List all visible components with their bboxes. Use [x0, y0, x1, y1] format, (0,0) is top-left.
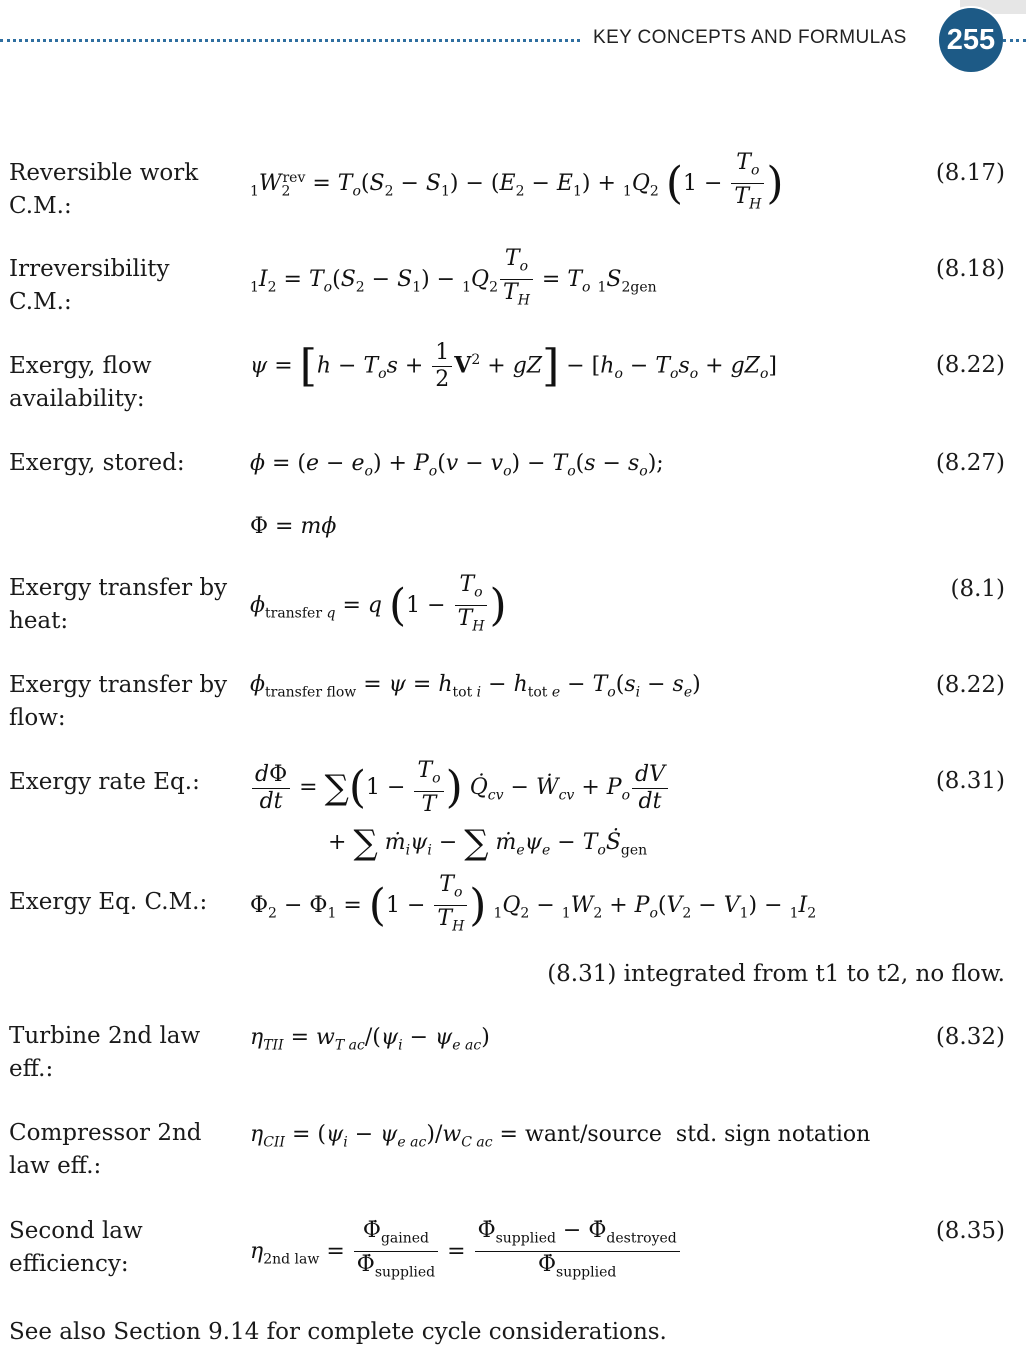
running-header-title: KEY CONCEPTS AND FORMULAS: [593, 27, 907, 48]
label-exergy-transfer-heat: Exergy transfer by heat:: [9, 575, 228, 634]
label-irreversibility: Irreversibility C.M.:: [9, 256, 170, 315]
formula-turbine-eff: $\eta_{TII} = w_{T ac}/(\psi_i - \psi_{e ac})$: [250, 1025, 490, 1054]
label-exergy-rate-eq: Exergy rate Eq.:: [9, 769, 200, 795]
formula-exergy-rate-line1: $\frac{d\Phi}{dt}$ = ∑(1 − $\frac{T_o}{T}$ ) $Q̇_{cv}$ − Ẇ$_{cv}$ + $P_o$ $\frac{dV}{dt}$: [250, 758, 670, 818]
eq-number: (8.18): [935, 256, 1005, 282]
integration-note: (8.31) integrated from t1 to t2, no flow.: [547, 961, 1005, 987]
label-exergy-transfer-flow: Exergy transfer by flow:: [9, 672, 228, 731]
formula-compressor-eff: $\eta_{CII} = (\psi_i - \psi_{e ac})/w_{C ac}$ = want/source std. sign notation: [250, 1122, 871, 1151]
label-turbine-eff: Turbine 2nd law eff.:: [9, 1023, 201, 1082]
label-exergy-eq-cm: Exergy Eq. C.M.:: [9, 889, 208, 915]
formula-total-exergy: Φ = mϕ: [250, 514, 337, 539]
formula-exergy-transfer-flow: $\phi_{transfer flow} = \psi = h_{tot i} - h_{tot e} - T_o(s_i - s_e)$: [250, 672, 701, 701]
eq-number: (8.1): [950, 576, 1005, 602]
eq-number: (8.32): [935, 1024, 1005, 1050]
formula-exergy-transfer-heat: $\phi_{transfer q} = q$ (1 − $\frac{T_o}{T_H}$ ): [250, 572, 507, 635]
eq-number: (8.22): [935, 672, 1005, 698]
header-dotted-rule: [0, 39, 580, 42]
footer-note: See also Section 9.14 for complete cycle considerations.: [9, 1319, 667, 1345]
header-dotted-rule-right: [1003, 39, 1026, 42]
label-exergy-stored: Exergy, stored:: [9, 450, 185, 476]
page-number-badge: 255: [939, 8, 1003, 72]
eq-number: (8.31): [935, 768, 1005, 794]
formula-exergy-eq-cm: $\Phi_2 - \Phi_1 = (1$ − $\frac{T_o}{T_H}$ ) $_1Q_2 - _1W_2 + P_o(V_2 - V_1) - _1I_2$: [250, 872, 817, 935]
label-compressor-eff: Compressor 2nd law eff.:: [9, 1120, 202, 1179]
eq-number: (8.17): [935, 160, 1005, 186]
eq-number: (8.22): [935, 352, 1005, 378]
label-exergy-flow: Exergy, flow availability:: [9, 353, 152, 412]
eq-number: (8.35): [935, 1218, 1005, 1244]
label-second-law-eff: Second law efficiency:: [9, 1218, 143, 1277]
formula-reversible-work: $_1W_2^{rev} = T_o(S_2 - S_1) - (E_2 - E_1) + _1Q_2$ (1 − $\frac{T_o}{T_H}$ ): [250, 150, 784, 213]
formula-second-law-eff: $\eta_{2nd law}$ = $\frac{\Phi̇_{gained}}{\Phi̇_{supplied}}$ = $\frac{\Phi̇_{supplied} - \Phi̇_{destroyed}}{\Phi̇_{supplied}}$: [250, 1218, 682, 1286]
formula-exergy-rate-line2: + ∑ $ṁ_i\psi_i$ − ∑ $ṁ_e\psi_e$ − $T_oṠ_{gen}$: [328, 823, 648, 863]
formula-exergy-flow: $\psi = [h - T_os$ + $\frac{1}{2}$ $V^2 + gZ] - [h_o - T_os_o + gZ_o]$: [250, 340, 777, 392]
formula-exergy-stored: $\phi = (e - e_o) + P_o(v - v_o) - T_o(s - s_o)$;: [250, 451, 664, 480]
eq-number: (8.27): [935, 450, 1005, 476]
label-reversible-work: Reversible work C.M.:: [9, 160, 199, 219]
formula-irreversibility: $_1I_2 = T_o(S_2 - S_1) - _1Q_2$ $\frac{T_o}{T_H}$ = $T_o$ $_1S_{2gen}$: [250, 246, 657, 309]
